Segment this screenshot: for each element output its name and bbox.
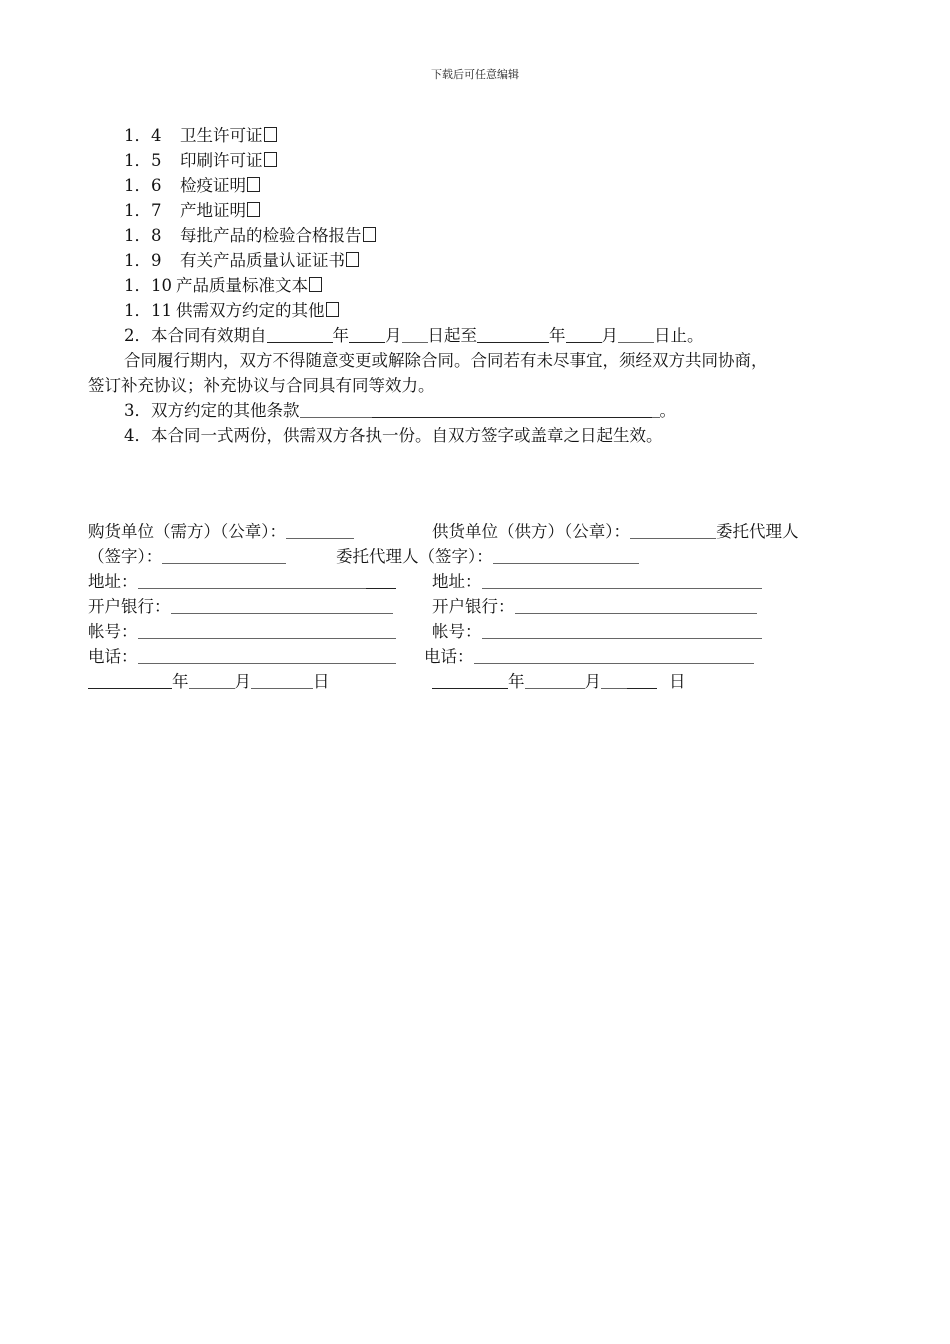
account-right: 帐号： bbox=[432, 621, 762, 643]
seller-unit-line: 供货单位（供方）（公章）： 委托代理人 bbox=[432, 522, 799, 541]
item-label: 印刷许可证 bbox=[180, 151, 263, 170]
seller-account-field[interactable] bbox=[482, 623, 762, 639]
item-number: 1．4 bbox=[124, 126, 162, 145]
list-item bbox=[124, 225, 376, 247]
item-number: 1．8 bbox=[124, 226, 162, 245]
seller-address-field[interactable] bbox=[482, 573, 762, 589]
list-item bbox=[124, 200, 260, 222]
paragraph-line: 签订补充协议；补充协议与合同具有同等效力。 bbox=[88, 376, 435, 395]
list-item bbox=[124, 125, 277, 147]
account-left: 帐号： bbox=[88, 621, 396, 643]
buyer-month-field[interactable] bbox=[189, 673, 235, 689]
buyer-day-field[interactable] bbox=[251, 673, 313, 689]
checkbox[interactable] bbox=[346, 252, 359, 267]
list-item bbox=[124, 150, 277, 172]
checkbox[interactable] bbox=[309, 277, 322, 292]
buyer-year-field[interactable] bbox=[88, 673, 172, 689]
checkbox[interactable] bbox=[363, 227, 376, 242]
item-label: 检疫证明 bbox=[180, 176, 246, 195]
item-number: 1．7 bbox=[124, 201, 162, 220]
buyer-bank-field[interactable] bbox=[171, 598, 393, 614]
date-right: 年 月 日 bbox=[432, 671, 686, 693]
address-left: 地址： bbox=[88, 571, 396, 593]
item-number: 1．9 bbox=[124, 251, 162, 270]
bank-left: 开户银行： bbox=[88, 596, 393, 618]
blank-terms-a[interactable] bbox=[300, 402, 372, 418]
list-item bbox=[124, 300, 339, 322]
blank-start-day[interactable] bbox=[402, 327, 428, 343]
item-label: 卫生许可证 bbox=[180, 126, 263, 145]
blank-start-month[interactable] bbox=[349, 327, 385, 343]
blank-terms-b[interactable] bbox=[372, 402, 652, 418]
blank-end-year[interactable] bbox=[477, 327, 549, 343]
item-number: 1．5 bbox=[124, 151, 162, 170]
buyer-seal-field[interactable] bbox=[286, 523, 354, 539]
item-label: 供需双方约定的其他 bbox=[176, 301, 325, 320]
buyer-account-field[interactable] bbox=[138, 623, 396, 639]
seller-phone-field[interactable] bbox=[474, 648, 754, 664]
agent-sign-line: 委托代理人（签字）： bbox=[336, 546, 639, 568]
checkbox[interactable] bbox=[247, 202, 260, 217]
checkbox[interactable] bbox=[264, 152, 277, 167]
buyer-sign-field[interactable] bbox=[162, 548, 286, 564]
checkbox[interactable] bbox=[326, 302, 339, 317]
blank-end-month[interactable] bbox=[566, 327, 602, 343]
clause-other-terms: 3．双方约定的其他条款 。 bbox=[124, 401, 676, 420]
item-number: 1．11 bbox=[124, 301, 172, 320]
clause-validity: 2．本合同有效期自 年 月 日起至 年 月 日止。 bbox=[124, 326, 704, 345]
clause-effect: 4．本合同一式两份，供需双方各执一份。自双方签字或盖章之日起生效。 bbox=[124, 426, 663, 445]
item-number: 1．6 bbox=[124, 176, 162, 195]
item-label: 产地证明 bbox=[180, 201, 246, 220]
item-label: 每批产品的检验合格报告 bbox=[180, 226, 362, 245]
date-left: 年 月 日 bbox=[88, 671, 330, 693]
bank-right: 开户银行： bbox=[432, 596, 757, 618]
item-label: 有关产品质量认证证书 bbox=[180, 251, 345, 270]
address-right: 地址： bbox=[432, 571, 762, 593]
seller-year-field[interactable] bbox=[432, 673, 508, 689]
buyer-address-field[interactable] bbox=[138, 573, 366, 589]
paragraph-line: 合同履行期内，双方不得随意变更或解除合同。合同若有未尽事宜，须经双方共同协商， bbox=[124, 351, 768, 370]
buyer-unit-line: 购货单位（需方）（公章）： bbox=[88, 521, 354, 543]
blank-start-year[interactable] bbox=[267, 327, 333, 343]
sign-line: （签字）： bbox=[88, 546, 286, 568]
list-item bbox=[124, 275, 322, 297]
list-item bbox=[124, 250, 359, 272]
seller-bank-field[interactable] bbox=[515, 598, 757, 614]
checkbox[interactable] bbox=[247, 177, 260, 192]
seller-month-field[interactable] bbox=[525, 673, 585, 689]
item-label: 产品质量标准文本 bbox=[176, 276, 308, 295]
seller-sign-field[interactable] bbox=[493, 548, 639, 564]
item-number: 1．10 bbox=[124, 276, 172, 295]
page-header: 下载后可任意编辑 bbox=[431, 68, 519, 81]
phone-right: 电话： bbox=[424, 646, 754, 668]
seller-seal-field[interactable] bbox=[630, 523, 716, 539]
buyer-phone-field[interactable] bbox=[138, 648, 396, 664]
checkbox[interactable] bbox=[264, 127, 277, 142]
blank-end-day[interactable] bbox=[618, 327, 654, 343]
seller-day-field-a[interactable] bbox=[601, 673, 627, 689]
list-item bbox=[124, 175, 260, 197]
phone-left: 电话： bbox=[88, 646, 396, 668]
